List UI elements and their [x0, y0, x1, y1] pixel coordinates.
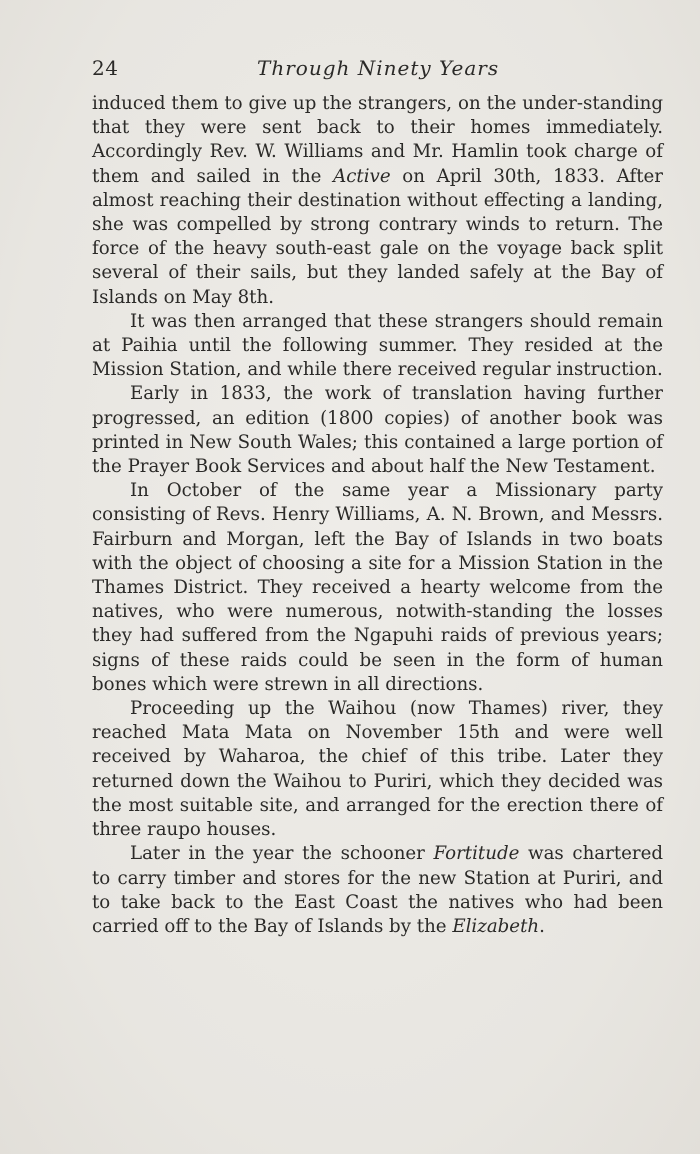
paragraph	[92, 92, 663, 310]
text-run: .	[539, 915, 545, 937]
paragraph: In October of the same year a Missionary party consisting of Revs. Henry Williams, A. N. Brown, and Messrs. Fairburn and Morgan, left the Bay of Islands in two boats with the object of choosing a site for a Mission Station in the Thames District. They received a hearty welcome from the natives, who were numerous, notwith-standing the losses they had suffered from the Ngapuhi raids of previous years; signs of these raids could be seen in the form of human bones which were strewn in all directions.	[92, 480, 663, 695]
paragraph: Early in 1833, the work of translation having further progressed, an edition (1800 copies) of another book was printed in New South Wales; this contained a large portion of the Prayer Book Services and about half the New Testament.	[92, 383, 663, 478]
body-text	[92, 92, 663, 939]
paragraph: It was then arranged that these strangers should remain at Paihia until the following summer. They resided at the Mission Station, and while there received regular instruction.	[92, 310, 663, 381]
text-run: on April 30th, 1833. After almost reaching their destination without effecting a landing, she was compelled by strong contrary winds to return. The force of the heavy south-east gale on the voyage back split several of their sails, but they landed safely at the Bay of Islands on May 8th.	[92, 165, 663, 308]
text-run: Later in the year the schooner	[130, 843, 434, 865]
ship-name: Elizabeth	[452, 915, 540, 937]
text-run: induced them to give up the strangers, on the under-standing that they were sent back to their homes immediately. Accordingly Rev. W. Williams and Mr. Hamlin took charge of them and sailed in the	[92, 93, 663, 187]
ship-name: Fortitude	[433, 843, 520, 865]
text-run: was chartered to carry timber and stores for the new Station at Puriri, and to take back to the East Coast the natives who had been carried off to the Bay of Islands by the	[92, 843, 663, 937]
ship-name: Active	[333, 165, 391, 187]
running-title: Through Ninety Years	[257, 56, 500, 80]
paragraph	[92, 842, 663, 939]
paragraph: Proceeding up the Waihou (now Thames) river, they reached Mata Mata on November 15th and were well received by Waharoa, the chief of this tribe. Later they returned down the Waihou to Puriri, which they decided was the most suitable site, and arranged for the erection there of three raupo houses.	[92, 698, 663, 841]
page-number: 24	[92, 56, 119, 80]
page-header	[92, 56, 666, 84]
